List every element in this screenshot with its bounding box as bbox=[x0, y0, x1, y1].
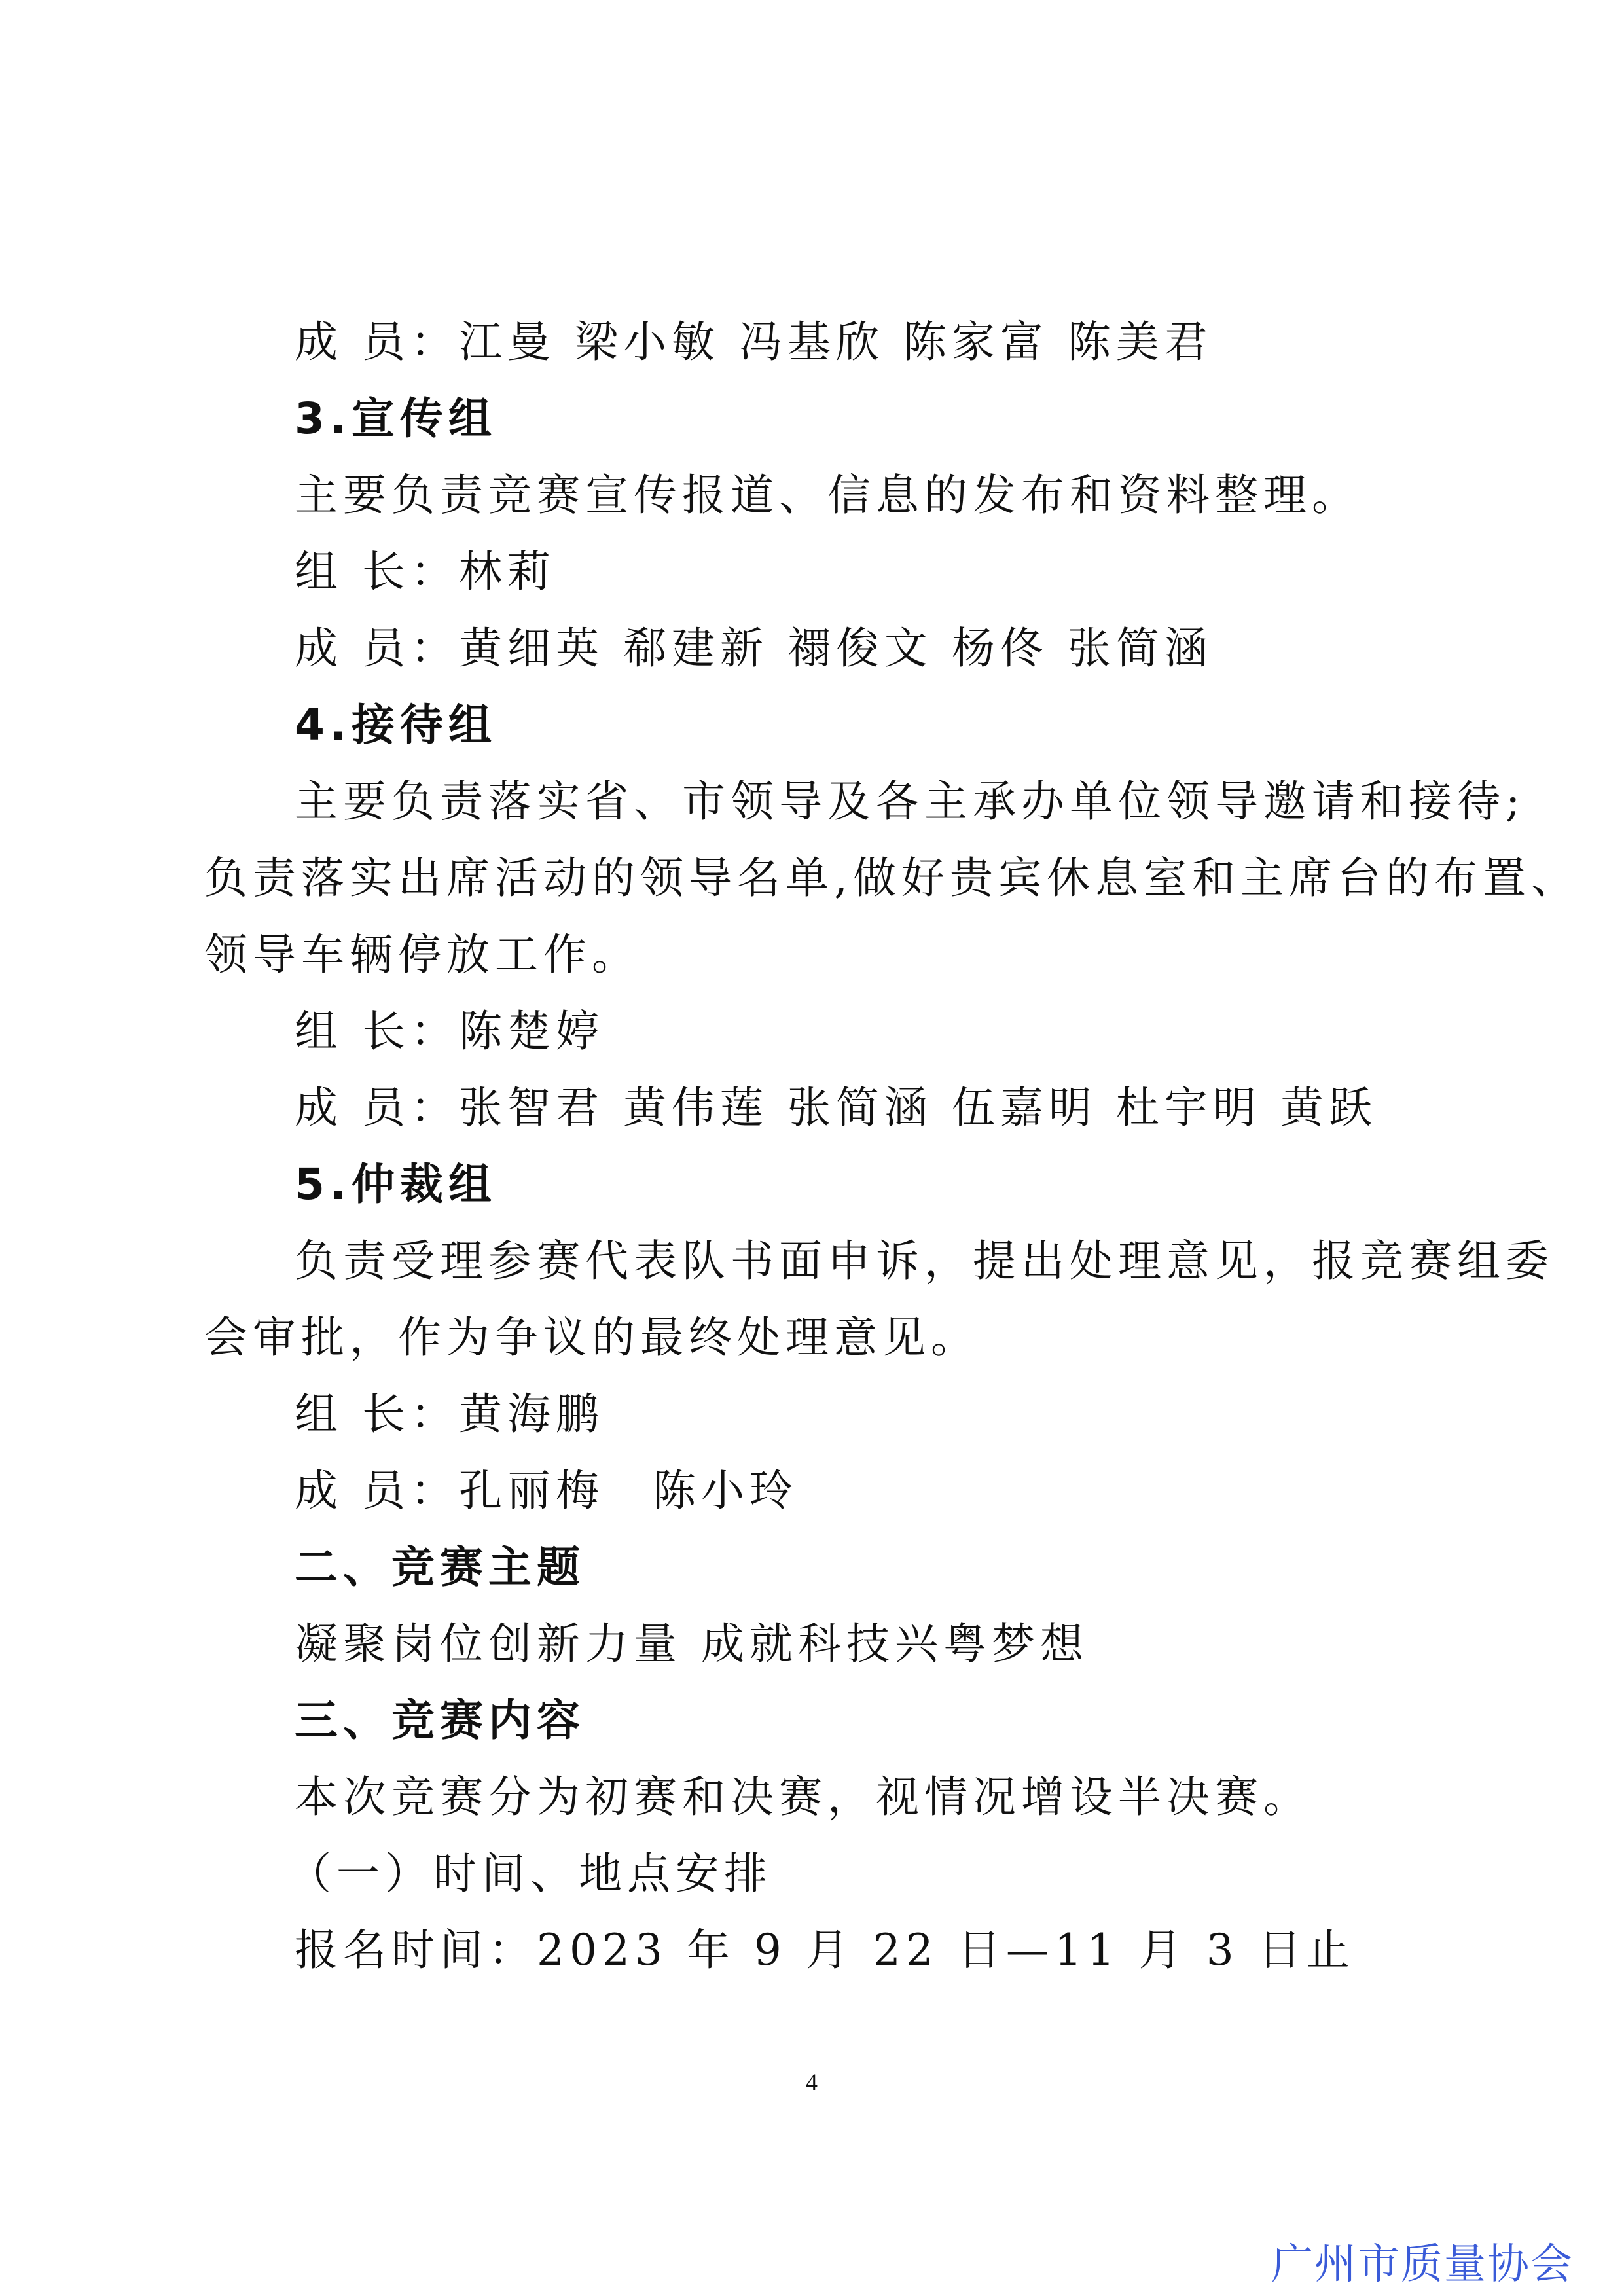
page-number: 4 bbox=[806, 2069, 818, 2095]
text-line: 领导车辆停放工作。 bbox=[204, 929, 640, 980]
subsection-heading: （一）时间、地点安排 bbox=[288, 1848, 772, 1899]
text-line: 组 长：黄海鹏 bbox=[295, 1389, 604, 1439]
text-line: 主要负责竞赛宣传报道、信息的发布和资料整理。 bbox=[295, 470, 1360, 520]
watermark: 广州市质量协会 bbox=[1271, 2240, 1574, 2289]
text-line: 成 员：孔丽梅 陈小玲 bbox=[295, 1465, 798, 1516]
text-line: 负责受理参赛代表队书面申诉，提出处理意见，报竞赛组委 bbox=[295, 1236, 1554, 1286]
text-line: 成 员：江曼 梁小敏 冯基欣 陈家富 陈美君 bbox=[295, 317, 1213, 367]
section-heading: 3.宣传组 bbox=[295, 393, 497, 444]
text-line: 凝聚岗位创新力量 成就科技兴粤梦想 bbox=[295, 1619, 1089, 1669]
text-line: 成 员：黄细英 郗建新 禤俊文 杨佟 张简涵 bbox=[295, 623, 1213, 673]
text-line: 组 长：林莉 bbox=[295, 547, 556, 597]
section-heading: 三、竞赛内容 bbox=[295, 1695, 585, 1746]
section-heading: 4.接待组 bbox=[295, 700, 497, 750]
text-line: 本次竞赛分为初赛和决赛，视情况增设半决赛。 bbox=[295, 1772, 1312, 1822]
section-heading: 二、竞赛主题 bbox=[295, 1542, 585, 1592]
text-line: 负责落实出席活动的领导名单,做好贵宾休息室和主席台的布置、 bbox=[204, 853, 1579, 903]
text-line: 组 长：陈楚婷 bbox=[295, 1006, 604, 1056]
text-line: 主要负责落实省、市领导及各主承办单位领导邀请和接待; bbox=[295, 776, 1526, 827]
text-line: 报名时间：2023 年 9 月 22 日—11 月 3 日止 bbox=[295, 1925, 1355, 1975]
text-line: 成 员：张智君 黄伟莲 张简涵 伍嘉明 杜宇明 黄跃 bbox=[295, 1083, 1377, 1133]
section-heading: 5.仲裁组 bbox=[295, 1159, 497, 1210]
text-line: 会审批，作为争议的最终处理意见。 bbox=[204, 1312, 979, 1363]
